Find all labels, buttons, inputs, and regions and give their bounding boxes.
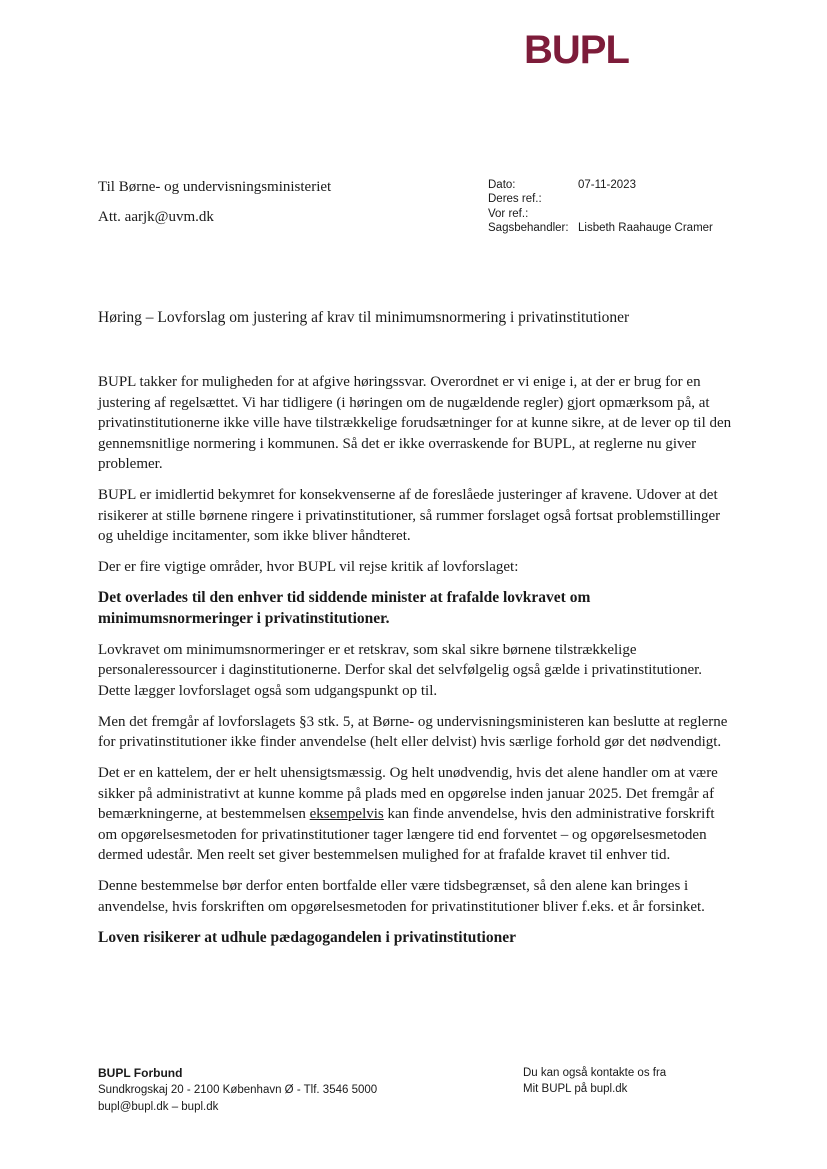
- meta-row-their-ref: [488, 192, 713, 206]
- paragraph: Denne bestemmelse bør derfor enten bortfalde eller være tidsbegrænset, så den alene kan bringes i anvendelse, hvis forskriften om opgørelsesmetoden for privatinstitutioner bliver f.eks. et år forsinket.: [98, 878, 705, 915]
- paragraph: [98, 763, 734, 866]
- letter-body: [98, 372, 734, 959]
- paragraph-text: Det er en kattelem, der er helt uhensigtsmæssig. Og helt unødvendig, hvis det alene handler om at være sikker på administrativt at kunne komme på plads med en opgørelse inden januar 2025. Det fremgår af bemærkningerne, at bestemmelsen: [98, 765, 718, 822]
- section-heading: Det overlades til den enhver tid siddende minister at frafalde lovkravet om minimumsnormeringer i privatinstitutioner.: [98, 589, 591, 627]
- section-heading: Loven risikerer at udhule pædagogandelen i privatinstitutioner: [98, 928, 516, 946]
- meta-value: Lisbeth Raahauge Cramer: [578, 221, 713, 234]
- meta-label: Sagsbehandler:: [488, 221, 569, 234]
- paragraph-text: kan finde anvendelse, hvis den administrative forskrift om opgørelsesmetoden for privatinstitutioner tager længere tid end forventet – og opgørelsesmetoden dermed udestår. Men reelt set giver bestemmelsen mulighed for at frafalde kravet til enhver tid.: [98, 806, 715, 863]
- paragraph: BUPL er imidlertid bekymret for konsekvenserne af de foreslåede justeringer af kravene. Udover at det risikerer at stille børnene ringere i privatinstitutioner, så rummer forslaget også fortsat problemstillinger og uheldige incitamenter, som ikke bliver håndteret.: [98, 487, 721, 544]
- footer-note-line: Mit BUPL på bupl.dk: [523, 1083, 628, 1095]
- meta-label: Deres ref.:: [488, 193, 542, 206]
- footer-contact-note: [523, 1065, 666, 1097]
- footer-address: [98, 1065, 377, 1116]
- footer-address-line: Sundkrogskaj 20 - 2100 København Ø - Tlf. 3546 5000: [98, 1084, 378, 1096]
- recipient-att: Att. aarjk@uvm.dk: [98, 209, 214, 225]
- recipient-block: [98, 178, 331, 226]
- recipient-to: Til Børne- og undervisningsministeriet: [98, 179, 332, 195]
- document-title: Høring – Lovforslag om justering af krav til minimumsnormering i privatinstitutioner: [98, 309, 630, 326]
- paragraph: Men det fremgår af lovforslagets §3 stk. 5, at Børne- og undervisningsministeren kan beslutte at reglerne for privatinstitutioner ikke finder anvendelse (helt eller delvist) hvis særlige forhold gør det nødvendigt.: [98, 713, 728, 750]
- meta-row-our-ref: [488, 207, 713, 221]
- meta-value: 07-11-2023: [578, 179, 636, 191]
- paragraph: BUPL takker for muligheden for at afgive høringssvar. Overordnet er vi enige i, at der er brug for en justering af regelsættet. Vi har tidligere (i høringen om de nugældende regler) gjort opmærksom på, at privatinstitutionerne ikke ville have tilstrækkelige forudsætninger for at kunne sikre, at de lever op til den gennemsnitlige normering i kommunen. Så det er ikke overraskende for BUPL, at reglerne nu giver problemer.: [98, 374, 732, 472]
- meta-row-date: [488, 178, 713, 192]
- meta-label: Dato:: [488, 179, 516, 191]
- paragraph: Der er fire vigtige områder, hvor BUPL vil rejse kritik af lovforslaget:: [98, 559, 519, 575]
- meta-row-case-officer: [488, 221, 713, 235]
- footer-org-name: BUPL Forbund: [98, 1066, 183, 1080]
- meta-label: Vor ref.:: [488, 207, 529, 220]
- letter-meta: [488, 178, 713, 235]
- footer-contact-line: bupl@bupl.dk – bupl.dk: [98, 1101, 219, 1113]
- bupl-logo: BUPL: [524, 28, 629, 72]
- footer-note-line: Du kan også kontakte os fra: [523, 1067, 667, 1079]
- paragraph: Lovkravet om minimumsnormeringer er et retskrav, som skal sikre børnene tilstrækkelige personaleressourcer i daginstitutionerne. Derfor skal det selvfølgelig også gælde i privatinstitutioner. Dette lægger lovforslaget også som udgangspunkt op til.: [98, 641, 703, 699]
- underlined-word: eksempelvis: [309, 806, 384, 822]
